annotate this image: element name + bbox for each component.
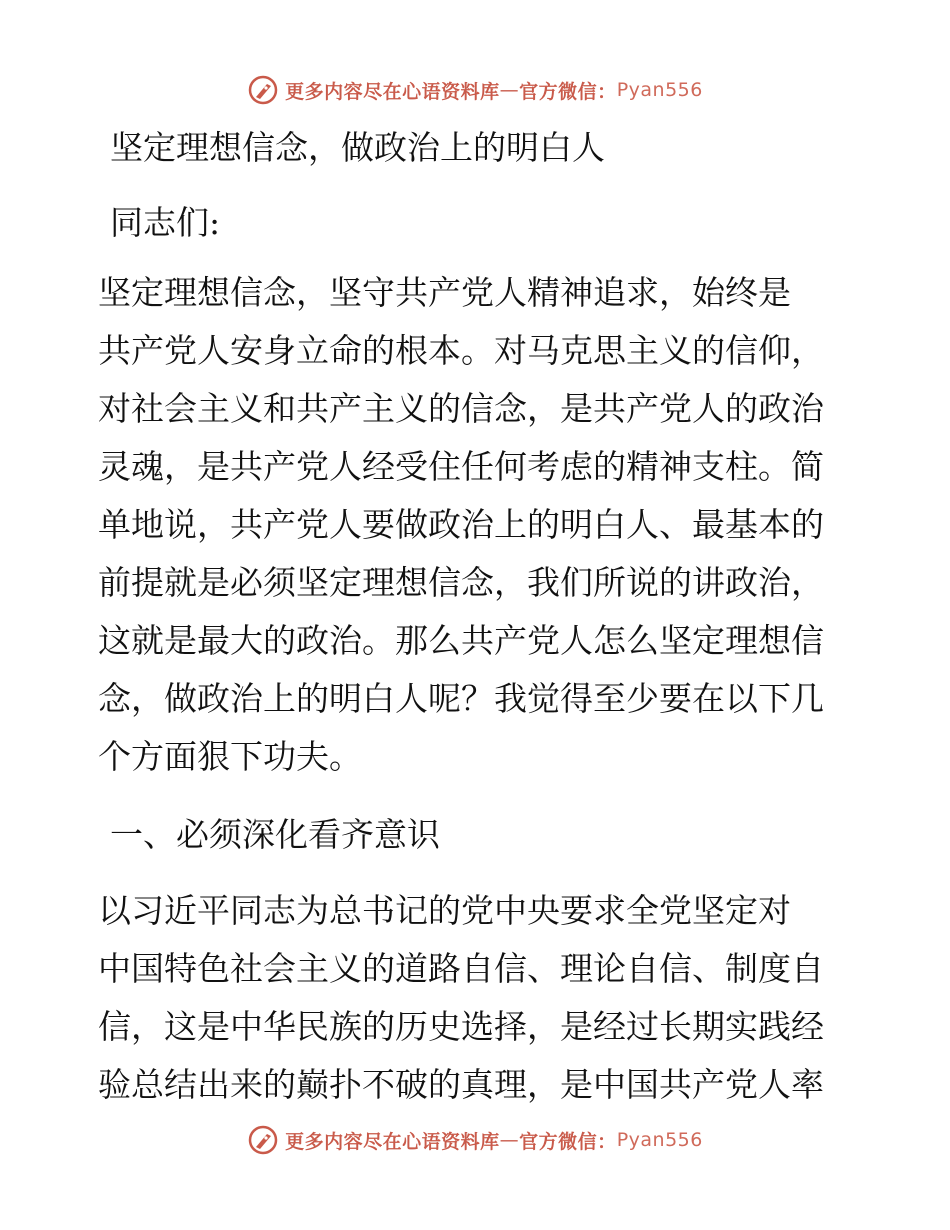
banner-account: Pyan556 bbox=[616, 1129, 703, 1151]
paragraph-line: 这就是最大的政治。那么共产党人怎么坚定理想信 bbox=[98, 621, 824, 660]
paragraph-line: 验总结出来的巅扑不破的真理，是中国共产党人率 bbox=[98, 1065, 824, 1104]
paragraph-line: 信，这是中华民族的历史选择，是经过长期实践经 bbox=[98, 1007, 824, 1046]
banner-separator: — bbox=[499, 79, 520, 101]
paragraph-2 bbox=[98, 882, 858, 1114]
paragraph-line: 灵魂，是共产党人经受住任何考虑的精神支柱。简 bbox=[98, 447, 824, 486]
footer-banner bbox=[0, 1122, 950, 1158]
paragraph-line: 单地说，共产党人要做政治上的明白人、最基本的 bbox=[98, 505, 824, 544]
document-title: 坚定理想信念，做政治上的明白人 bbox=[110, 128, 605, 167]
salutation: 同志们: bbox=[110, 203, 221, 242]
banner-suffix: 官方微信： bbox=[519, 1130, 617, 1153]
paragraph-line: 坚定理想信念，坚守共产党人精神追求，始终是 bbox=[98, 273, 791, 312]
paragraph-line: 中国特色社会主义的道路自信、理论自信、制度自 bbox=[98, 949, 824, 988]
paragraph-1 bbox=[98, 264, 858, 786]
paragraph-line: 念，做政治上的明白人呢？我觉得至少要在以下几 bbox=[98, 679, 824, 718]
banner-prefix: 更多内容尽在心语资料库 bbox=[285, 80, 500, 103]
paragraph-line: 共产党人安身立命的根本。对马克思主义的信仰， bbox=[98, 331, 824, 370]
banner-account: Pyan556 bbox=[616, 79, 703, 101]
pen-nib-logo-icon bbox=[247, 1124, 279, 1156]
banner-prefix: 更多内容尽在心语资料库 bbox=[285, 1130, 500, 1153]
section-heading: 一、必须深化看齐意识 bbox=[110, 815, 440, 854]
banner-suffix: 官方微信： bbox=[519, 80, 617, 103]
paragraph-line: 前提就是必须坚定理想信念，我们所说的讲政治， bbox=[98, 563, 824, 602]
paragraph-line: 对社会主义和共产主义的信念，是共产党人的政治 bbox=[98, 389, 824, 428]
banner-separator: — bbox=[499, 1129, 520, 1151]
pen-nib-logo-icon bbox=[247, 74, 279, 106]
paragraph-line: 以习近平同志为总书记的党中央要求全党坚定对 bbox=[98, 891, 791, 930]
paragraph-line: 个方面狠下功夫。 bbox=[98, 737, 362, 776]
header-banner bbox=[0, 72, 950, 108]
